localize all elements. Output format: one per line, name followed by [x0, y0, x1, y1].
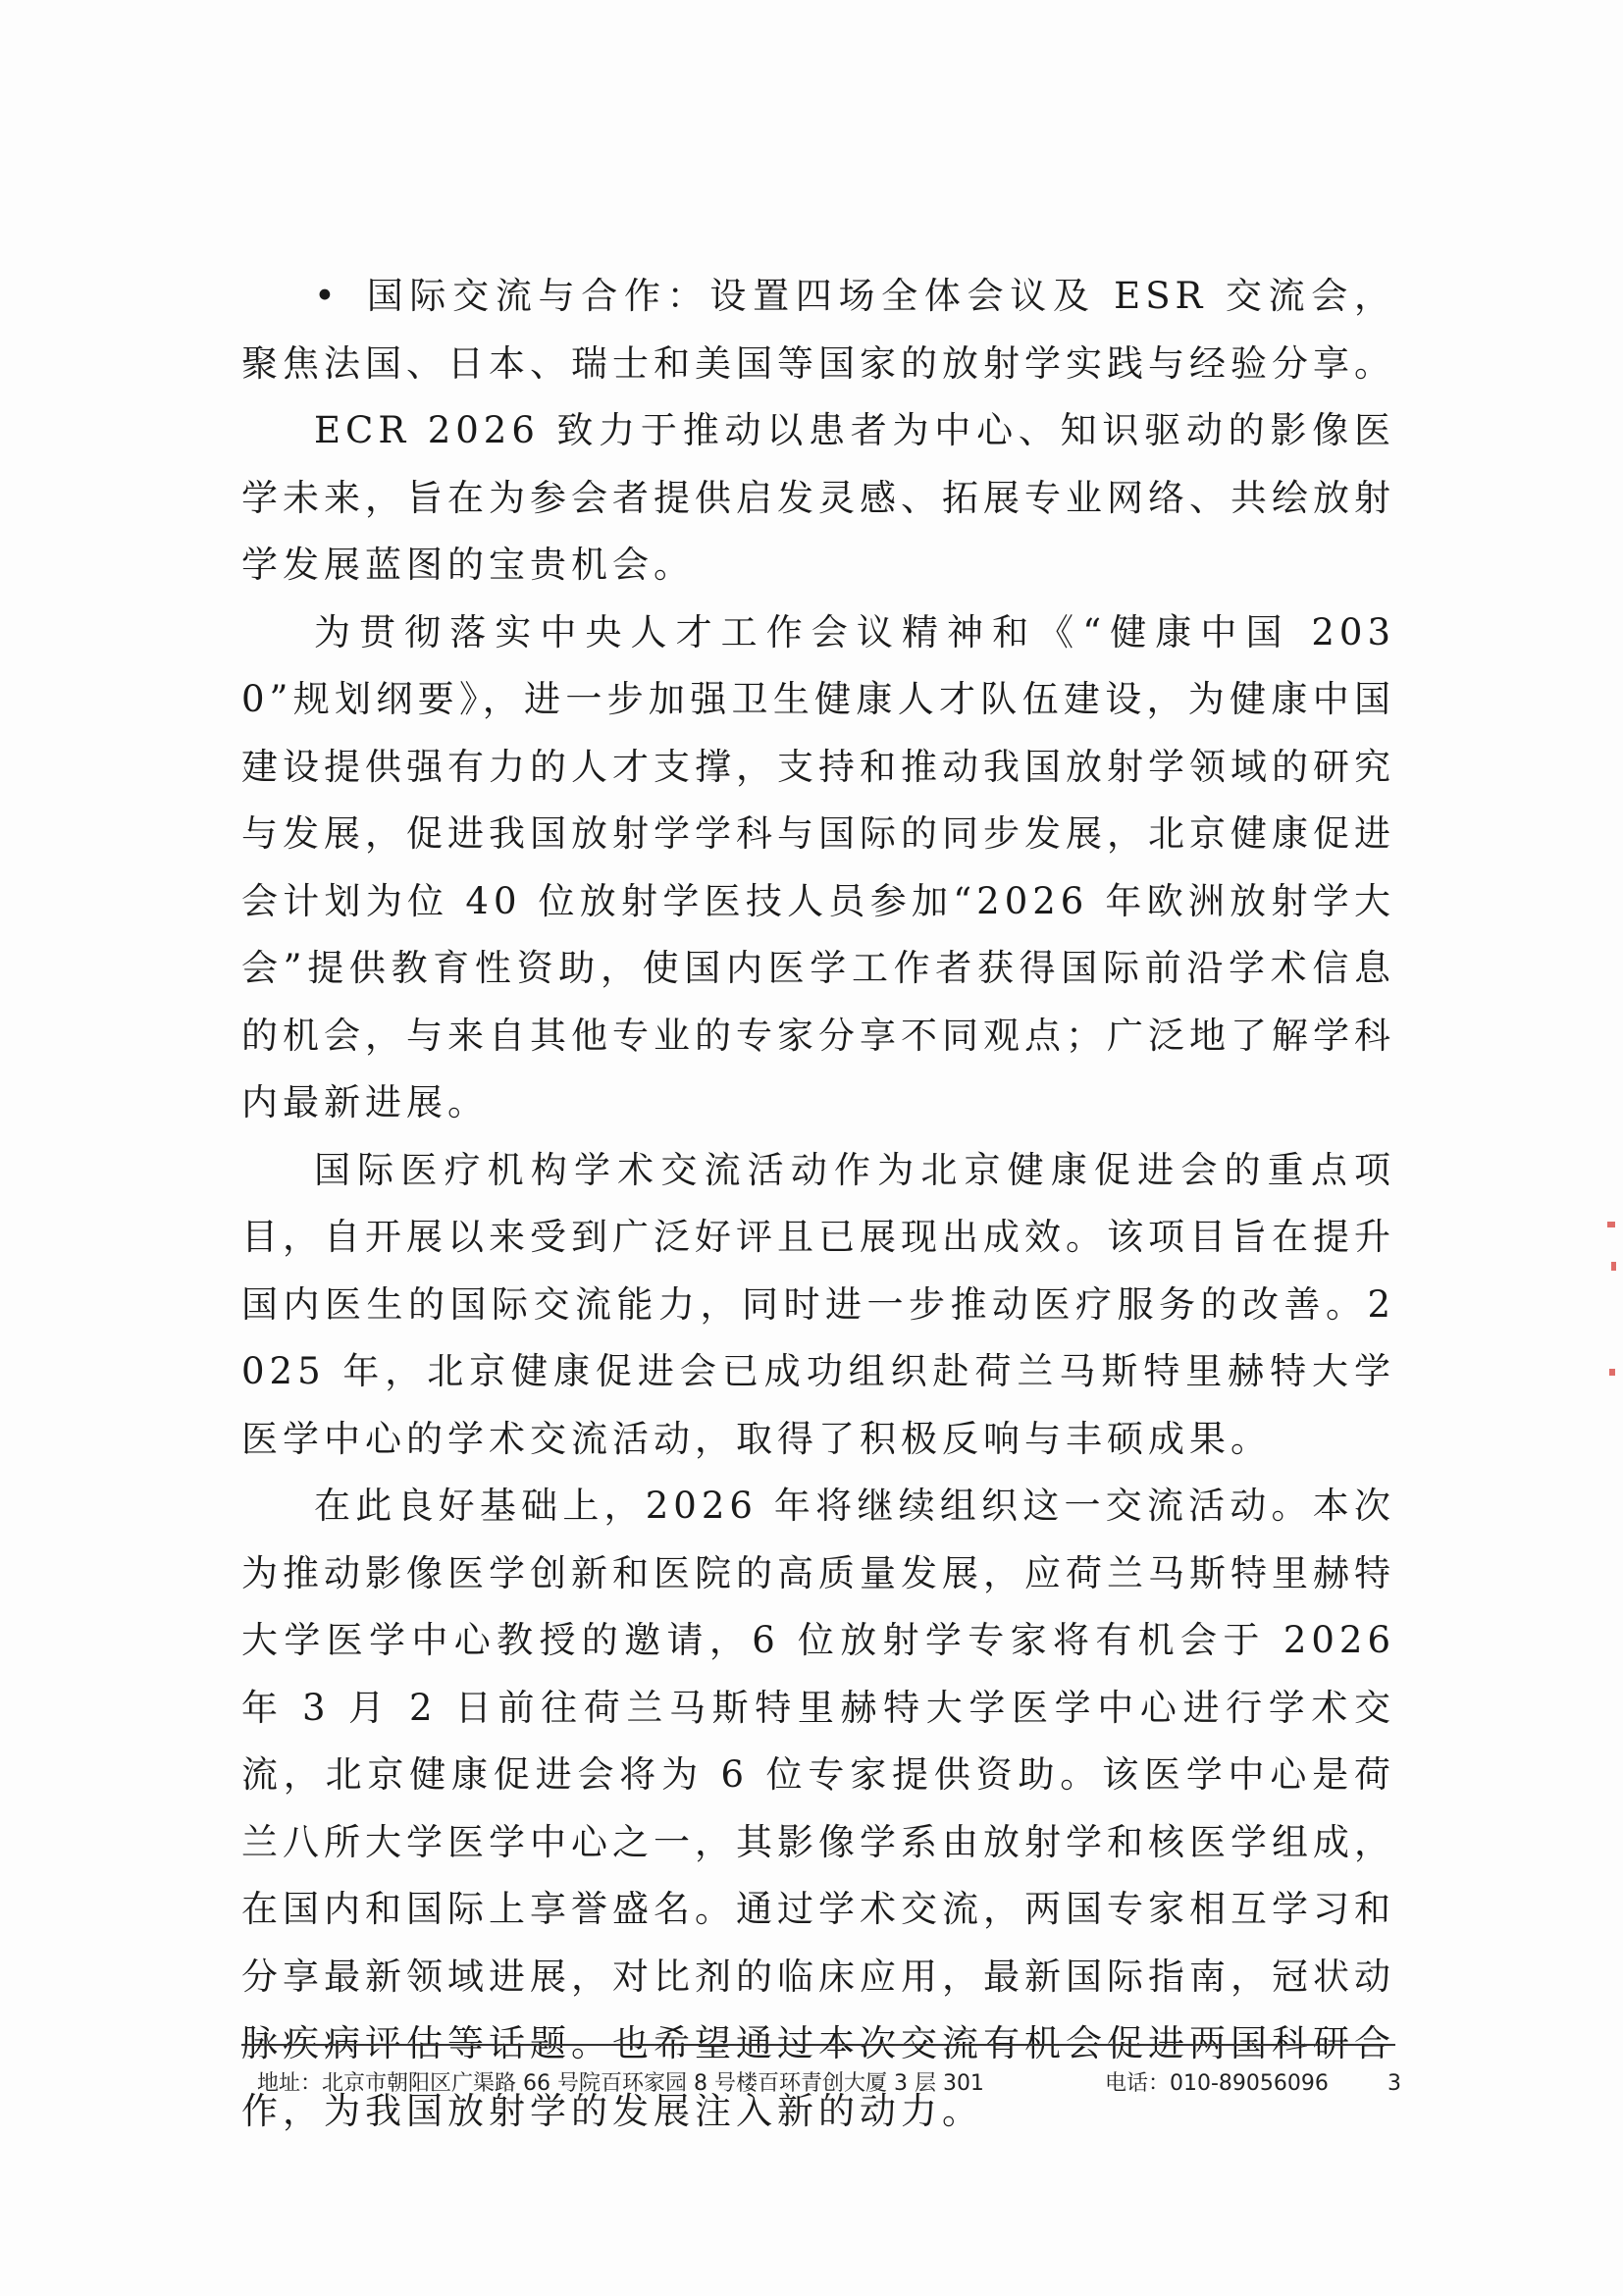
- footer-address: 地址：北京市朝阳区广渠路 66 号院百环家园 8 号楼百环青创大厦 3 层 301: [257, 2071, 984, 2096]
- paragraph-ecr-2026: ECR 2026 致力于推动以患者为中心、知识驱动的影像医学未来，旨在为参会者提供启发灵感、拓展专业网络、共绘放射学发展蓝图的宝贵机会。: [241, 409, 1395, 586]
- binding-seal-mark: [1609, 1369, 1615, 1376]
- binding-seal-mark: [1611, 1262, 1616, 1271]
- bullet-icon: •: [314, 275, 340, 317]
- paragraph-2026-exchange: 在此良好基础上，2026 年将继续组织这一交流活动。本次为推动影像医学创新和医院的高质量发展，应荷兰马斯特里赫特大学医学中心教授的邀请，6 位放射学专家将有机会于 2026 年 3 月 2 日前往荷兰马斯特里赫特大学医学中心进行学术交流，北京健康促进会将为 6 位专家提供资助。该医学中心是荷兰八所大学医学中心之一，其影像学系由放射学和核医学组成，在国内和国际上享誉盛名。通过学术交流，两国专家相互学习和分享最新领域进展，对比剂的临床应用，最新国际指南，冠状动脉疾病评估等话题。也希望通过本次交流有机会促进两国科研合作，为我国放射学的发展注入新的动力。: [241, 1485, 1395, 2132]
- bullet-paragraph-international-exchange: [241, 263, 1395, 397]
- page-number: 3: [1387, 2071, 1401, 2096]
- page-footer: [241, 2066, 1401, 2102]
- footer-phone: 电话：010-89056096: [1105, 2071, 1329, 2096]
- footer-divider: [241, 2044, 1395, 2046]
- binding-seal-mark: [1607, 1222, 1615, 1227]
- paragraph-text: 国际交流与合作：设置四场全体会议及 ESR 交流会，聚焦法国、日本、瑞士和美国等国家的放射学实践与经验分享。: [241, 275, 1395, 385]
- paragraph-exchange-program: 国际医疗机构学术交流活动作为北京健康促进会的重点项目，自开展以来受到广泛好评且已展现出成效。该项目旨在提升国内医生的国际交流能力，同时进一步推动医疗服务的改善。2025 年，北京健康促进会已成功组织赴荷兰马斯特里赫特大学医学中心的学术交流活动，取得了积极反响与丰硕成果。: [241, 1148, 1395, 1460]
- body-text: [241, 263, 1395, 2145]
- paragraph-talent-policy: 为贯彻落实中央人才工作会议精神和《“健康中国 2030”规划纲要》，进一步加强卫生健康人才队伍建设，为健康中国建设提供强有力的人才支撑，支持和推动我国放射学领域的研究与发展，促进我国放射学学科与国际的同步发展，北京健康促进会计划为位 40 位放射学医技人员参加“2026 年欧洲放射学大会”提供教育性资助，使国内医学工作者获得国际前沿学术信息的机会，与来自其他专业的专家分享不同观点；广泛地了解学科内最新进展。: [241, 610, 1395, 1123]
